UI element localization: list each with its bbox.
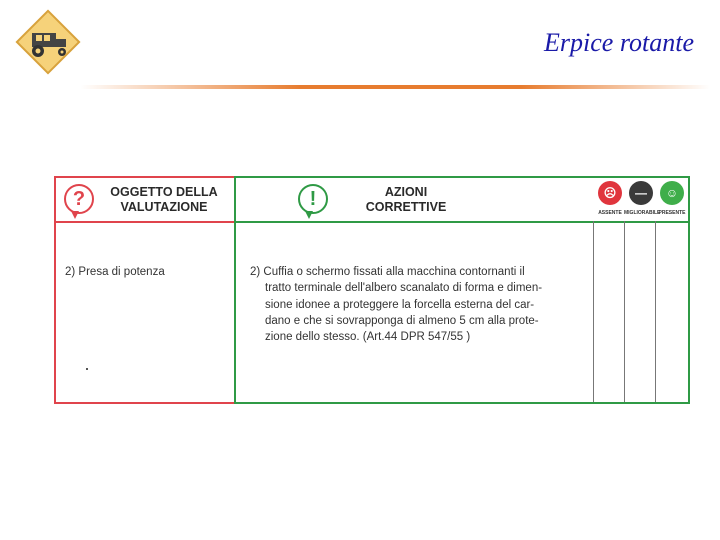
rating-column-divider — [655, 221, 656, 402]
rating-column-divider — [593, 221, 594, 402]
evaluation-subject-panel — [54, 176, 236, 404]
neutral-face-icon: — — [629, 181, 653, 205]
heading-line: AZIONI — [384, 185, 428, 199]
mark-dot — [86, 368, 88, 370]
evaluation-subject-heading — [98, 185, 230, 215]
corrective-actions-panel — [234, 176, 690, 404]
action-line: sione idonee a proteggere la forcella esterna del car- — [265, 298, 535, 311]
corrective-actions-header — [236, 178, 688, 223]
happy-face-icon: ☺ — [660, 181, 684, 205]
header-divider — [80, 85, 710, 89]
heading-line: OGGETTO DELLA — [110, 185, 218, 199]
exclamation-bubble-icon: ! — [298, 184, 328, 214]
corrective-action-text — [250, 264, 586, 345]
sad-face-icon: ☹ — [598, 181, 622, 205]
evaluation-subject-header — [56, 178, 234, 223]
action-line: tratto terminale dell'albero scanalato di forma e dimen- — [265, 282, 543, 295]
page-title: Erpice rotante — [544, 28, 694, 57]
corrective-actions-heading — [346, 185, 466, 215]
rating-label-presente: PRESENTE — [658, 210, 686, 216]
evaluation-form — [54, 176, 690, 404]
question-bubble-icon: ? — [64, 184, 94, 214]
tractor-logo — [12, 6, 84, 78]
action-line: 2) Cuffia o schermo fissati alla macchina contornanti il — [250, 266, 525, 278]
tractor-icon — [12, 6, 84, 78]
rating-label-migliorabile: MIGLIORABILE — [624, 210, 661, 216]
heading-line: VALUTAZIONE — [120, 200, 208, 214]
rating-label-assente: ASSENTE — [598, 210, 622, 216]
rating-column-divider — [624, 221, 625, 402]
action-line: dano e che si sovrapponga di almeno 5 cm alla prote- — [265, 314, 539, 327]
heading-line: CORRETTIVE — [365, 200, 447, 214]
evaluation-item: 2) Presa di potenza — [65, 266, 165, 278]
action-line: zione dello stesso. (Art.44 DPR 547/55 ) — [265, 331, 471, 344]
